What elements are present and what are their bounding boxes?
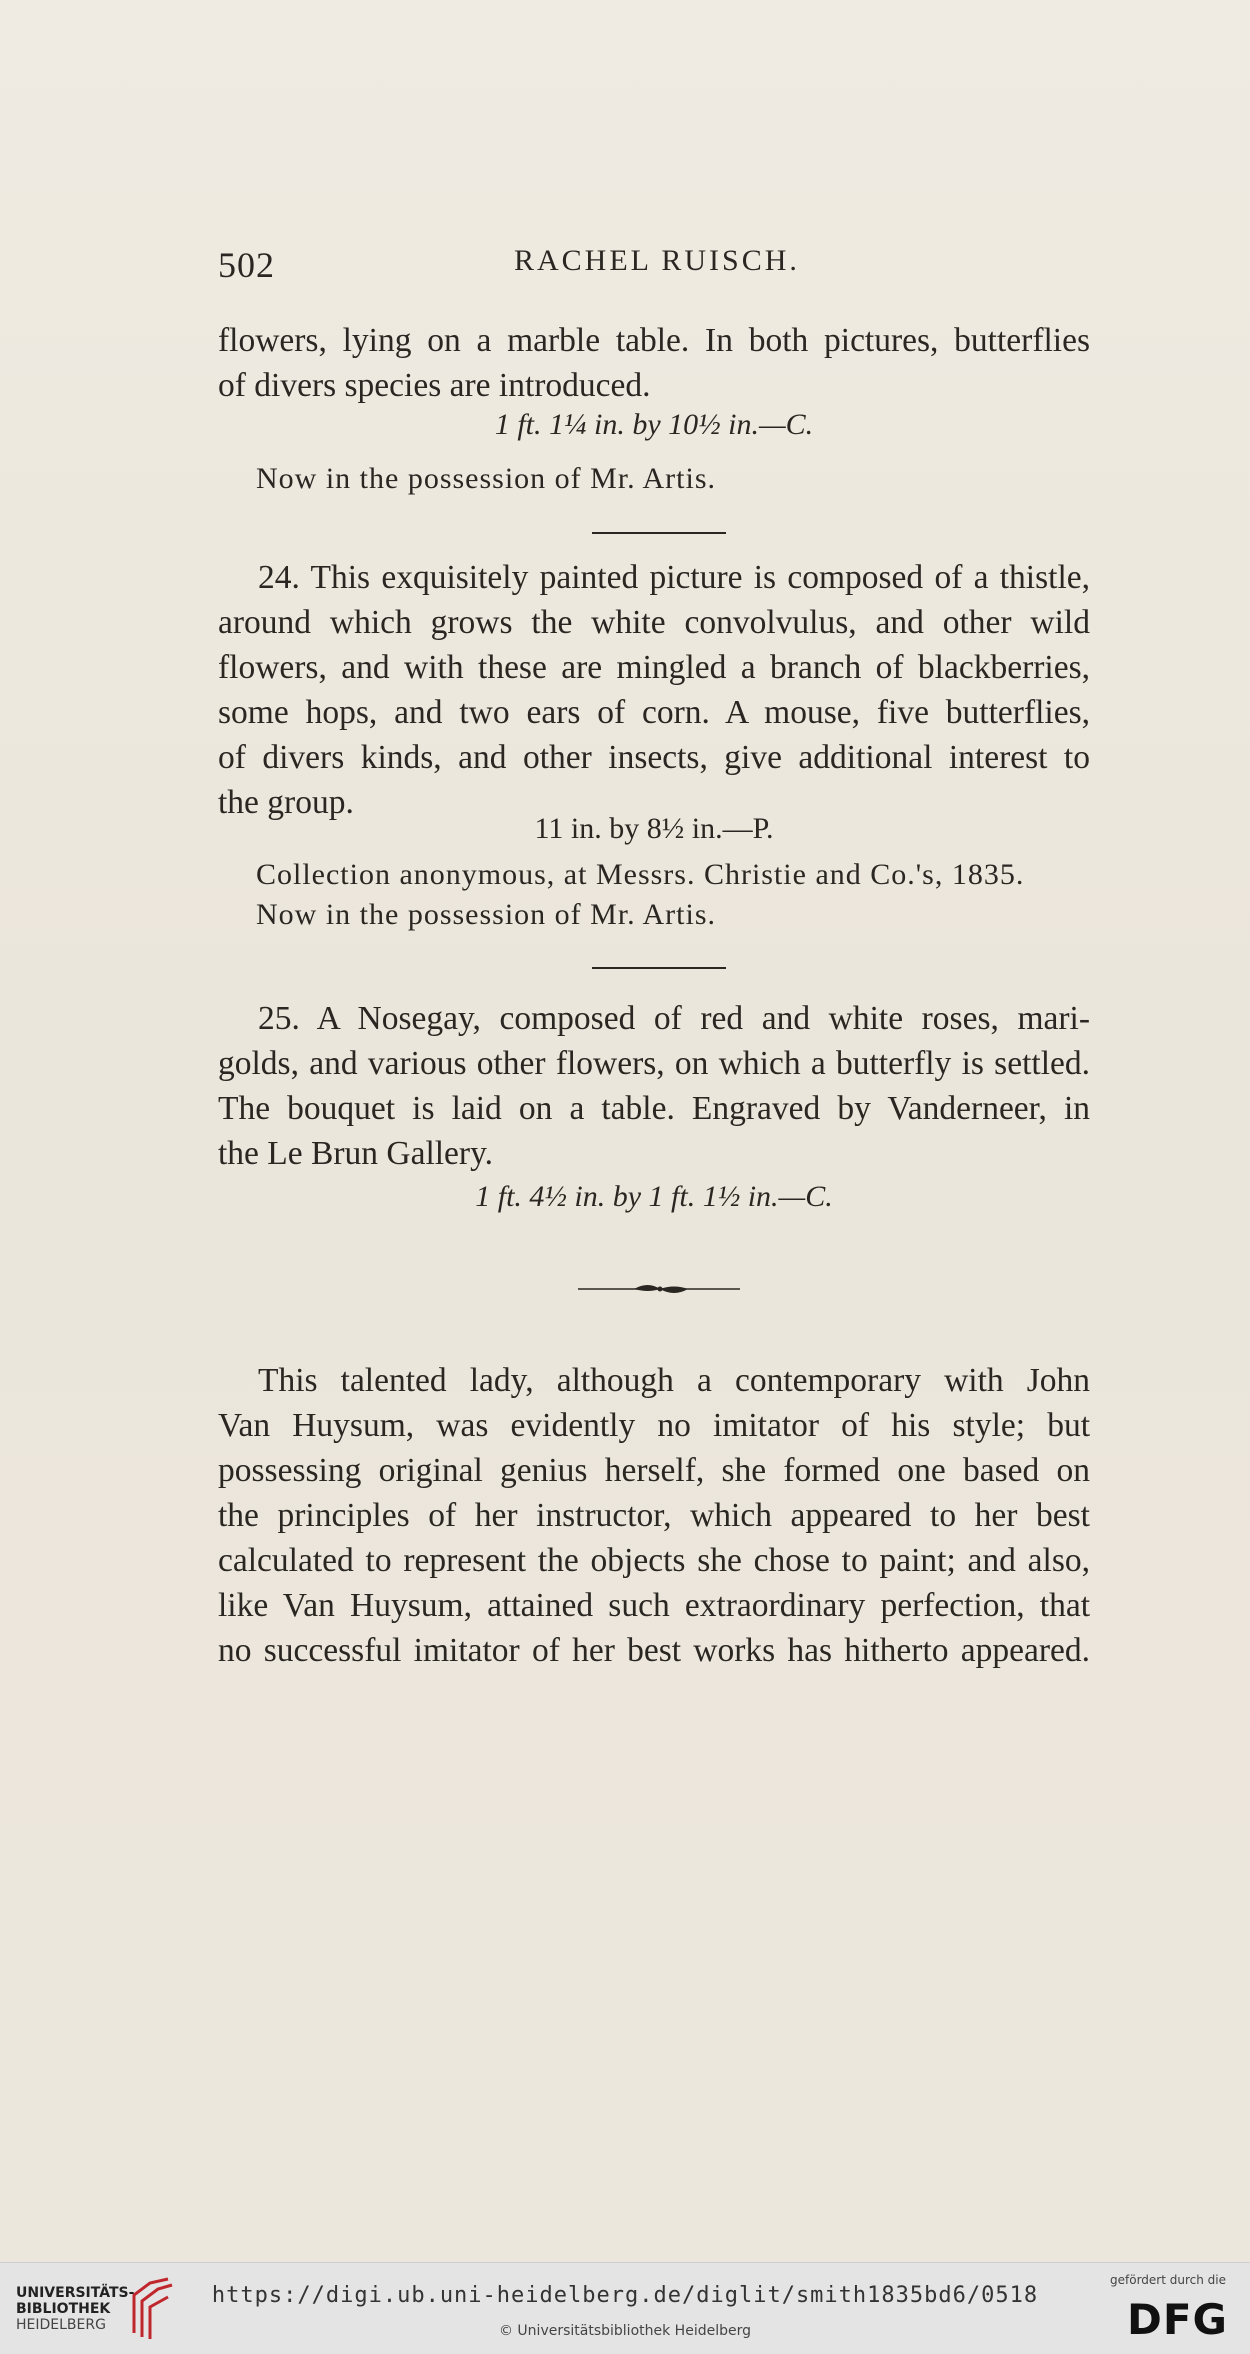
entry-25-dimensions: 1 ft. 4½ in. by 1 ft. 1½ in.—C. — [475, 1180, 833, 1213]
text-line: possessing original genius herself, she formed one based on — [218, 1452, 1090, 1489]
entry-24-provenance-2: Now in the possession of Mr. Artis. — [256, 898, 717, 931]
text-line: no successful imitator of her best works has hitherto appeared. — [218, 1632, 1090, 1669]
entry-25-text — [218, 996, 1090, 1176]
entry-24-provenance-1: Collection anonymous, at Messrs. Christie and Co.'s, 1835. — [256, 858, 1025, 891]
text-line: Van Huysum, was evidently no imitator of his style; but — [218, 1407, 1090, 1444]
text-line: calculated to represent the objects she chose to paint; and also, — [218, 1542, 1090, 1579]
text-line: 25. A Nosegay, composed of red and white roses, mari- — [258, 1000, 1090, 1037]
text-line: of divers kinds, and other insects, give additional interest to — [218, 739, 1090, 776]
dfg-logo[interactable]: DFG — [1126, 2295, 1228, 2344]
entry-23-provenance: Now in the possession of Mr. Artis. — [256, 462, 717, 495]
running-title: RACHEL RUISCH. — [514, 244, 800, 277]
ornament-divider-icon — [578, 1280, 740, 1298]
entry-23-dimensions: 1 ft. 1¼ in. by 10½ in.—C. — [494, 408, 814, 441]
text-line: the principles of her instructor, which appeared to her best — [218, 1497, 1090, 1534]
text-line: This talented lady, although a contemporary with John — [258, 1362, 1090, 1399]
entry-23-text — [218, 318, 1090, 408]
permalink-url[interactable]: https://digi.ub.uni-heidelberg.de/diglit/smith1835bd6/0518 — [211, 2283, 1039, 2308]
library-name-line: UNIVERSITÄTS- — [16, 2285, 135, 2301]
entry-24-dimensions: 11 in. by 8½ in.—P. — [534, 812, 774, 845]
viewer-footer — [0, 2262, 1250, 2354]
closing-paragraph — [218, 1358, 1090, 1673]
text-line: some hops, and two ears of corn. A mouse, five butterflies, — [218, 694, 1090, 731]
section-divider — [592, 967, 726, 969]
entry-24-text — [218, 555, 1090, 825]
text-line: golds, and various other flowers, on which a butterfly is settled. — [218, 1045, 1090, 1082]
library-name-line: HEIDELBERG — [16, 2317, 106, 2333]
library-name-line: BIBLIOTHEK — [16, 2301, 111, 2317]
text-line: The bouquet is laid on a table. Engraved by Vanderneer, in — [218, 1090, 1090, 1127]
text-line: the Le Brun Gallery. — [218, 1135, 494, 1172]
text-line: the group. — [218, 784, 354, 821]
text-line: of divers species are introduced. — [218, 367, 651, 404]
text-line: around which grows the white convolvulus, and other wild — [218, 604, 1090, 641]
text-line: like Van Huysum, attained such extraordinary perfection, that — [218, 1587, 1090, 1624]
page-number: 502 — [218, 245, 275, 285]
copyright-text: © Universitätsbibliothek Heidelberg — [498, 2323, 751, 2339]
text-line: 24. This exquisitely painted picture is composed of a thistle, — [258, 559, 1090, 596]
section-divider — [592, 532, 726, 534]
text-line: flowers, and with these are mingled a branch of blackberries, — [218, 649, 1090, 686]
text-line: flowers, lying on a marble table. In both pictures, butterflies — [218, 322, 1090, 359]
funding-caption: gefördert durch die — [1110, 2273, 1226, 2287]
